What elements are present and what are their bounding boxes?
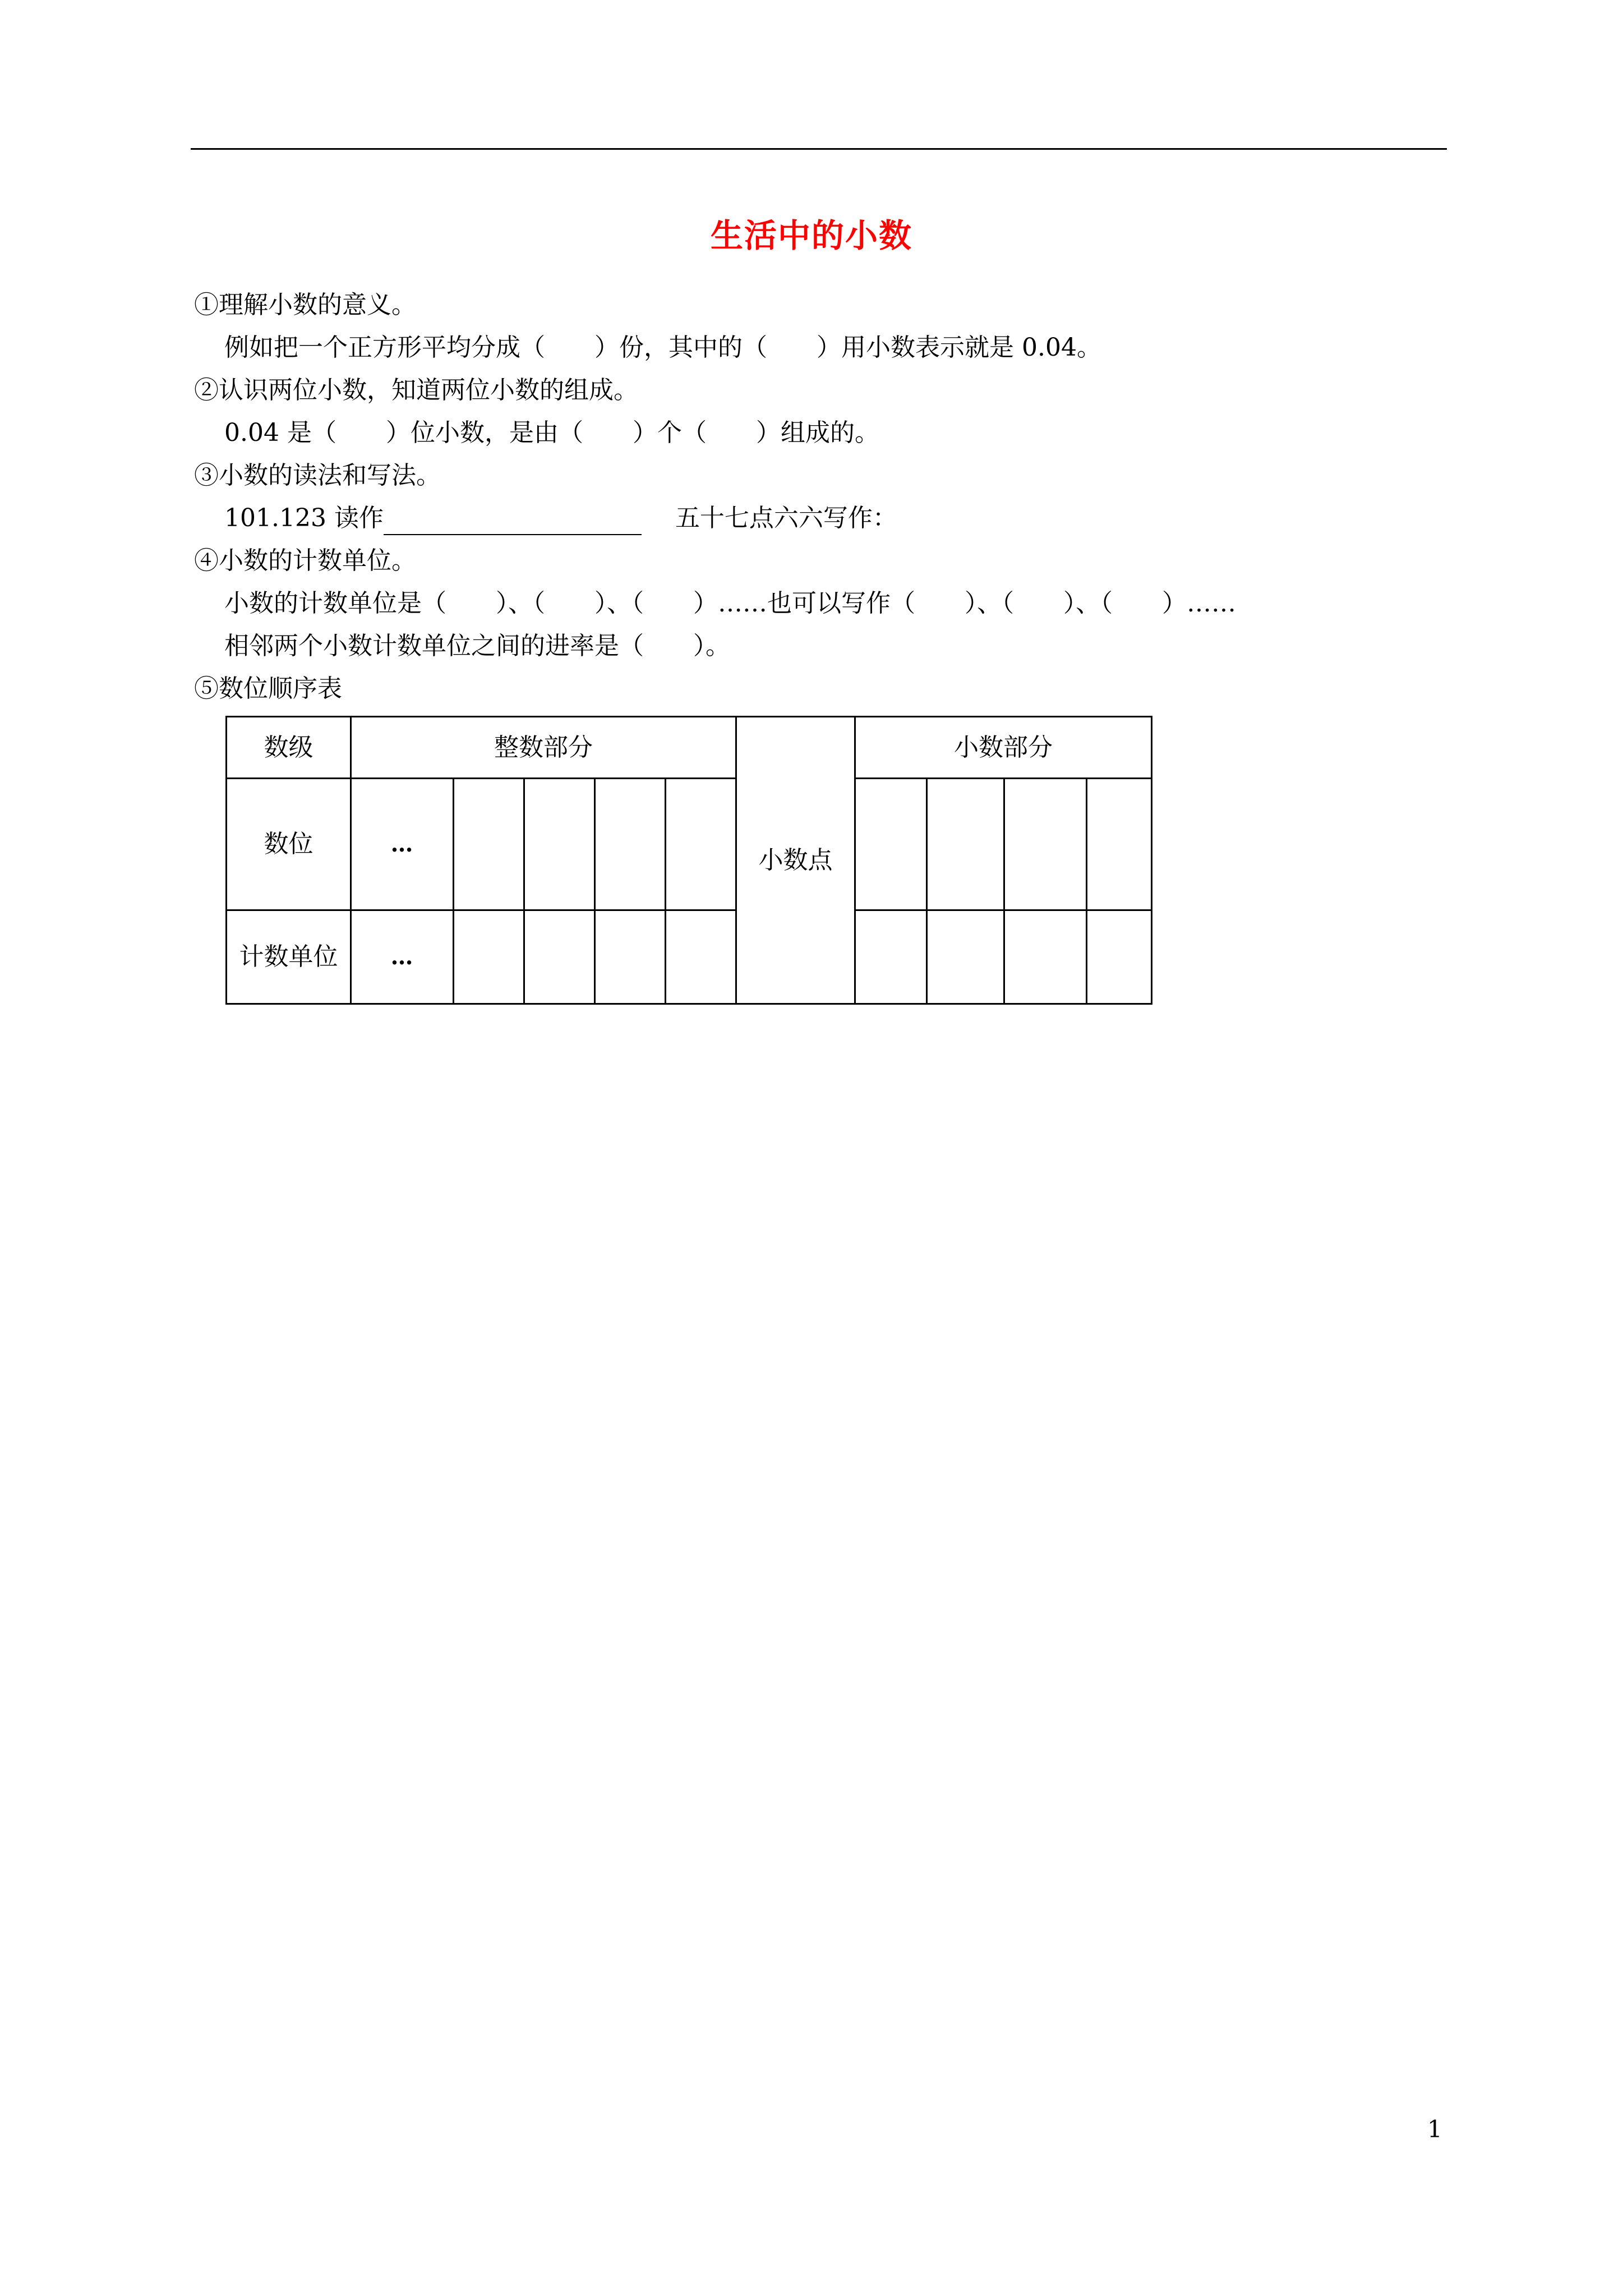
writing-text: 五十七点六六写作： [675, 504, 897, 532]
table-cell[interactable] [927, 779, 1004, 910]
section-4-heading: ④小数的计数单位。 [194, 546, 416, 575]
table-cell[interactable] [454, 910, 524, 1004]
unit-ellipsis-cell: … [351, 910, 454, 1004]
decimal-part-header: 小数部分 [855, 717, 1152, 779]
section-5-heading: ⑤数位顺序表 [194, 674, 342, 703]
section-1-question: 例如把一个正方形平均分成（ ）份，其中的（ ）用小数表示就是 0.04。 [224, 333, 1101, 362]
page-number: 1 [1427, 2115, 1442, 2143]
table-cell[interactable] [595, 910, 666, 1004]
section-4-question-1: 小数的计数单位是（ ）、（ ）、（ ）……也可以写作（ ）、（ ）、（ ）…… [224, 589, 1236, 618]
integer-part-header: 整数部分 [351, 717, 736, 779]
level-label-cell: 数级 [227, 717, 351, 779]
unit-label-cell: 计数单位 [227, 910, 351, 1004]
section-1-heading: ①理解小数的意义。 [194, 291, 416, 319]
table-cell[interactable] [927, 910, 1004, 1004]
table-cell[interactable] [1004, 779, 1087, 910]
section-2-heading: ②认识两位小数，知道两位小数的组成。 [194, 376, 638, 404]
table-cell[interactable] [855, 910, 927, 1004]
section-3-heading: ③小数的读法和写法。 [194, 461, 441, 490]
page-title: 生活中的小数 [710, 217, 912, 255]
table-cell[interactable] [1087, 910, 1152, 1004]
section-3-question [224, 501, 897, 535]
table-cell[interactable] [666, 910, 736, 1004]
table-cell[interactable] [855, 779, 927, 910]
reading-answer-blank[interactable] [384, 506, 642, 535]
table-cell[interactable] [524, 910, 595, 1004]
header-rule [191, 148, 1447, 150]
place-label-cell: 数位 [227, 779, 351, 910]
table-cell[interactable] [1087, 779, 1152, 910]
table-cell[interactable] [666, 779, 736, 910]
table-cell[interactable] [595, 779, 666, 910]
place-value-table [225, 716, 1152, 1005]
decimal-point-cell: 小数点 [736, 717, 855, 1004]
section-2-question: 0.04 是（ ）位小数，是由（ ）个（ ）组成的。 [224, 418, 879, 447]
table-cell[interactable] [454, 779, 524, 910]
table-cell[interactable] [524, 779, 595, 910]
table-cell[interactable] [1004, 910, 1087, 1004]
reading-prefix: 101.123 读作 [224, 504, 384, 532]
place-ellipsis-cell: … [351, 779, 454, 910]
section-4-question-2: 相邻两个小数计数单位之间的进率是（ ）。 [224, 632, 730, 660]
